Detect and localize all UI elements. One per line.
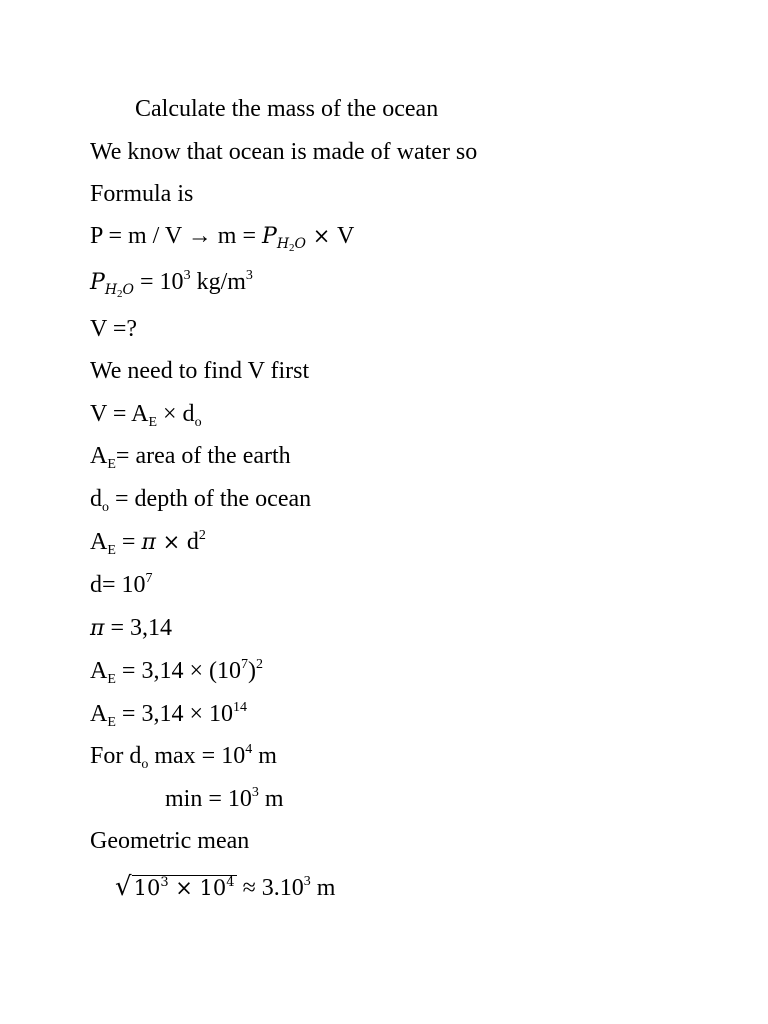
pi-symbol: π (141, 530, 156, 555)
density-value-line (90, 267, 253, 298)
subscript-o: o (102, 500, 109, 515)
o-symbol: O (294, 236, 307, 252)
pi-value-line (90, 613, 172, 644)
outer-exponent: 2 (255, 657, 263, 672)
close-paren: ) (247, 658, 256, 684)
max-depth-mid: max = 10 (148, 743, 246, 769)
density-unit: kg/m (190, 269, 246, 295)
need-volume-line: We need to find V first (90, 358, 310, 384)
unit: m (310, 875, 336, 901)
pi-symbol: π (90, 616, 105, 641)
subscript-e: E (148, 415, 158, 430)
volume-unknown-line: V =? (90, 316, 138, 342)
unit-exponent: 3 (245, 268, 253, 283)
d-symbol: d (186, 529, 199, 555)
area-definition-text: = area of the earth (115, 443, 291, 469)
d-value-line (90, 570, 153, 600)
square-root (113, 872, 237, 903)
approx-result: ≈ 3.10 (236, 875, 304, 901)
density-formula-left: P = m / V → m = (90, 223, 262, 249)
area-symbol: A (90, 443, 108, 469)
subscript-e: E (107, 543, 116, 558)
radicand-exp-b: 4 (226, 875, 235, 890)
radical-sign: √ (115, 872, 132, 902)
min-depth-pre: min = 10 (165, 786, 252, 812)
subscript-e: E (107, 715, 116, 730)
density-formula-line (90, 221, 354, 252)
exponent: 2 (198, 528, 206, 543)
radicand-base-a: 10 (133, 876, 161, 900)
area-symbol: A (90, 658, 108, 684)
page-title: Calculate the mass of the ocean (135, 96, 439, 122)
times-sign: × (155, 530, 187, 554)
volume-formula-left: V = A (90, 401, 149, 427)
radicand-base-b: 10 (199, 876, 227, 900)
area-calc-line (90, 656, 263, 686)
max-depth-pre: For d (90, 743, 142, 769)
formula-heading: Formula is (90, 181, 194, 207)
density-symbol: P (90, 270, 105, 295)
area-definition-line (90, 441, 291, 471)
exponent: 14 (232, 700, 247, 715)
subscript-e: E (107, 457, 116, 472)
area-calc-text: = 3,14 × (10 (115, 658, 241, 684)
unit: m (258, 786, 284, 812)
exponent: 4 (245, 742, 253, 757)
area-result-text: = 3,14 × 10 (115, 701, 233, 727)
two-subscript: 2 (289, 242, 295, 254)
intro-line: We know that ocean is made of water so (90, 139, 478, 165)
volume-symbol: V (336, 223, 355, 249)
exponent: 3 (183, 268, 191, 283)
geometric-mean-result-line (113, 872, 335, 903)
pi-value-text: = 3,14 (104, 615, 173, 641)
geometric-mean-heading: Geometric mean (90, 828, 250, 854)
radicand (132, 875, 237, 900)
area-result-line (90, 699, 247, 729)
o-symbol: O (122, 282, 135, 298)
density-eq: = 10 (134, 269, 184, 295)
times-sign: × (306, 224, 337, 248)
min-depth-line (165, 784, 284, 814)
d-value-base: d= 10 (90, 572, 146, 598)
area-formula-eq: = (115, 529, 142, 555)
h-symbol: H (104, 282, 118, 298)
subscript-o: o (141, 757, 149, 772)
unit: m (252, 743, 277, 769)
area-symbol: A (90, 701, 108, 727)
exponent: 3 (303, 874, 311, 889)
h-symbol: H (276, 236, 290, 252)
two-subscript: 2 (117, 288, 123, 300)
max-depth-line (90, 741, 277, 771)
density-symbol: P (262, 224, 277, 249)
volume-formula-times: × d (157, 401, 195, 427)
radicand-exp-a: 3 (160, 875, 169, 890)
volume-formula-line (90, 399, 202, 429)
depth-definition-text: = depth of the ocean (109, 486, 312, 512)
exponent: 7 (240, 657, 248, 672)
radicand-times: × (168, 876, 200, 900)
depth-symbol: d (90, 486, 102, 512)
area-formula-line (90, 527, 206, 558)
depth-definition-line (90, 484, 311, 514)
area-symbol: A (90, 529, 108, 555)
exponent: 3 (251, 785, 259, 800)
exponent: 7 (145, 571, 153, 586)
subscript-o: o (194, 415, 202, 430)
subscript-e: E (107, 672, 116, 687)
